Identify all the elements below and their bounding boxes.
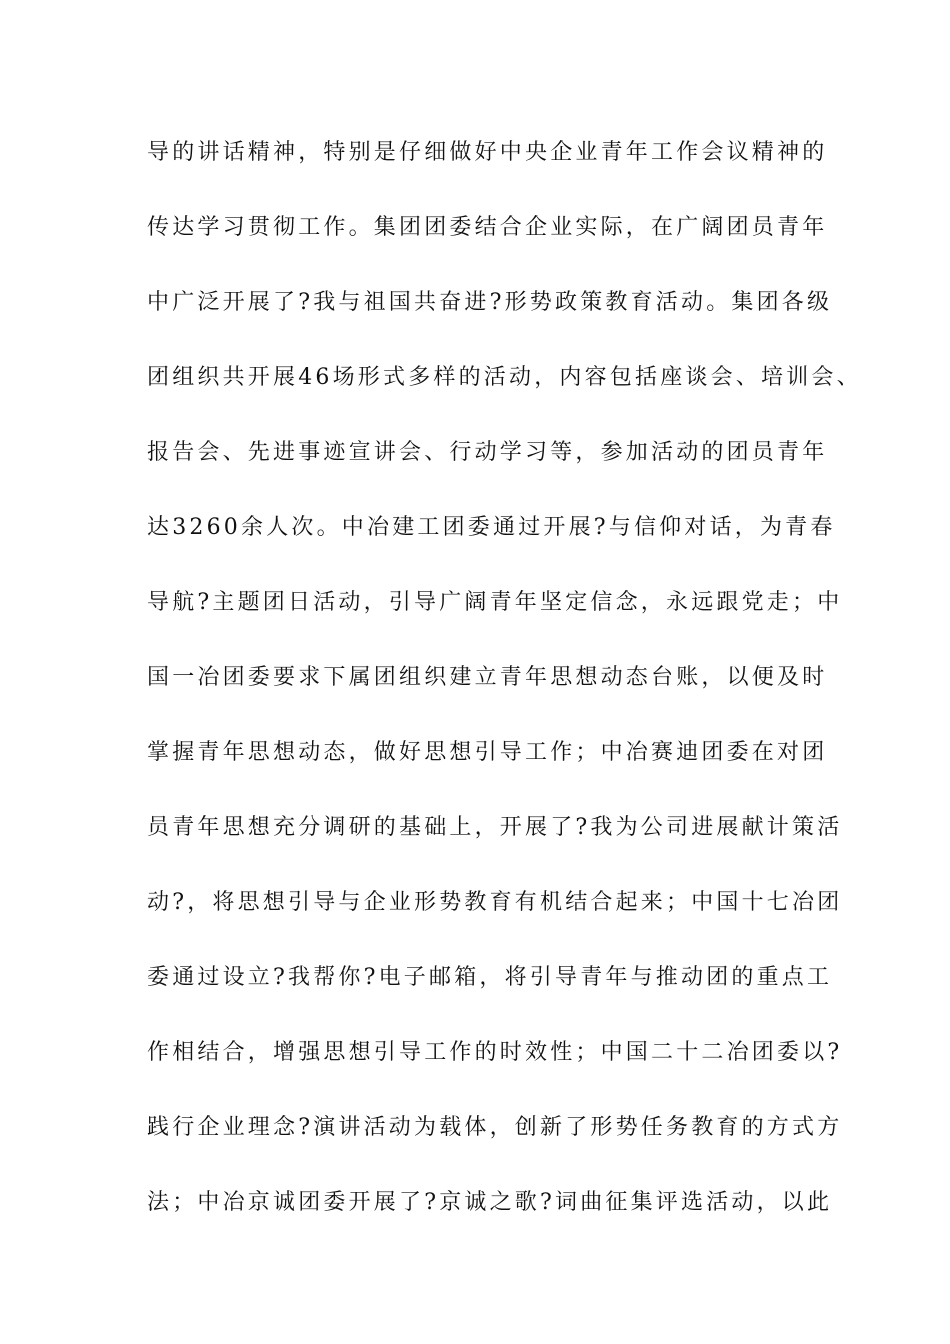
body-text <box>147 128 862 1253</box>
text-line: 导航?主题团日活动，引导广阔青年坚定信念，永远跟党走；中 <box>147 590 843 615</box>
text-line: 团组织共开展46场形式多样的活动，内容包括座谈会、培训会、 <box>147 365 862 390</box>
text-line: 掌握青年思想动态，做好思想引导工作；中冶赛迪团委在对团 <box>147 740 828 765</box>
text-line: 传达学习贯彻工作。集团团委结合企业实际，在广阔团员青年 <box>147 215 828 240</box>
text-line: 中广泛开展了?我与祖国共奋进?形势政策教育活动。集团各级 <box>147 290 833 315</box>
text-line: 达3260余人次。中冶建工团委通过开展?与信仰对话，为青春 <box>147 515 836 540</box>
text-line: 作相结合，增强思想引导工作的时效性；中国二十二冶团委以? <box>147 1040 843 1065</box>
text-line: 委通过设立?我帮你?电子邮箱，将引导青年与推动团的重点工 <box>147 965 833 990</box>
text-line: 报告会、先进事迹宣讲会、行动学习等，参加活动的团员青年 <box>147 440 828 465</box>
text-line: 践行企业理念?演讲活动为载体，创新了形势任务教育的方式方 <box>147 1115 843 1140</box>
text-line: 导的讲话精神，特别是仔细做好中央企业青年工作会议精神的 <box>147 140 828 165</box>
text-line: 动?，将思想引导与企业形势教育有机结合起来；中国十七冶团 <box>147 890 843 915</box>
text-line: 员青年思想充分调研的基础上，开展了?我为公司进展献计策活 <box>147 815 843 840</box>
text-line: 国一冶团委要求下属团组织建立青年思想动态台账，以便及时 <box>147 665 828 690</box>
text-line: 法；中冶京诚团委开展了?京诚之歌?词曲征集评选活动，以此 <box>147 1190 833 1215</box>
